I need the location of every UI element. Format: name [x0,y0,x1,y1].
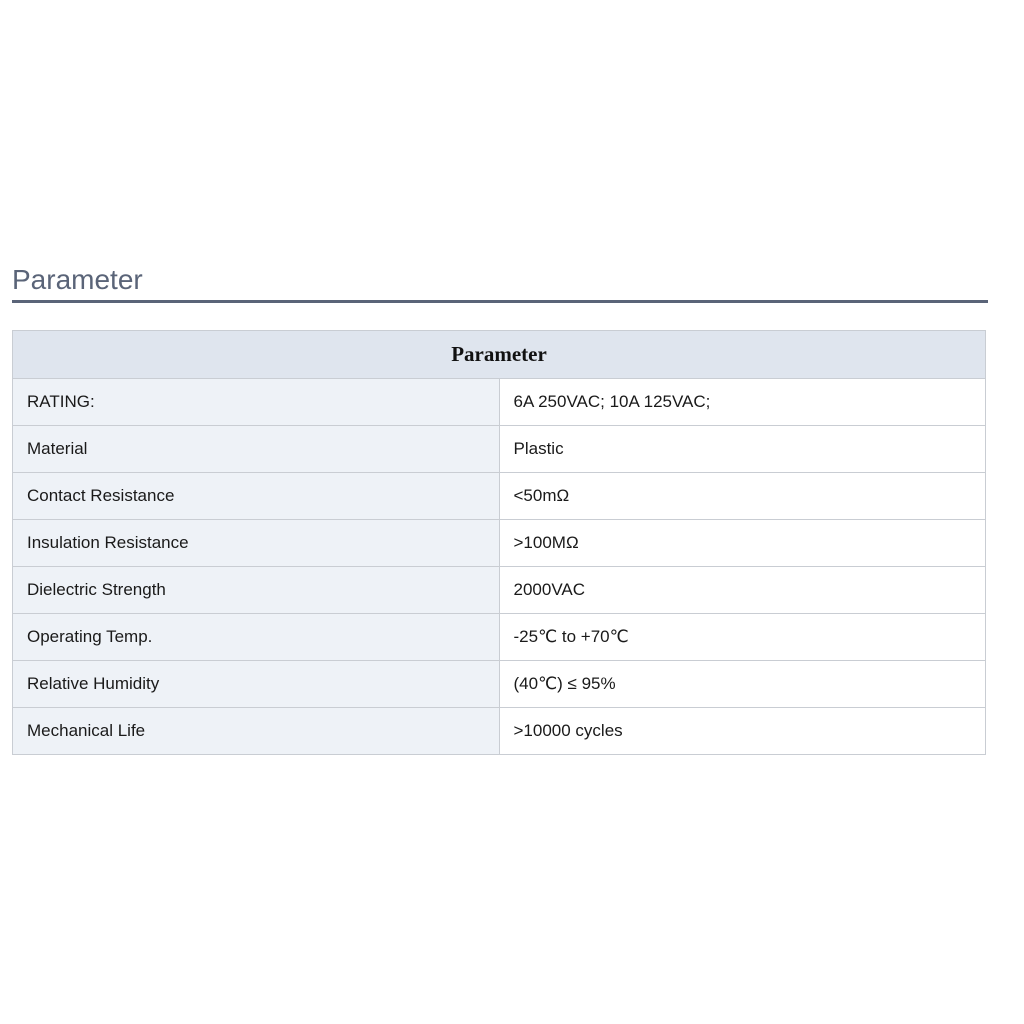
table-row [13,567,986,614]
table-row [13,473,986,520]
row-label: Dielectric Strength [13,567,500,614]
row-label: RATING: [13,379,500,426]
table-header: Parameter [13,331,986,379]
table-row [13,379,986,426]
section-heading: Parameter [12,262,988,303]
row-label: Material [13,426,500,473]
table-row [13,708,986,755]
row-value: -25℃ to +70℃ [499,614,986,661]
row-value: >100MΩ [499,520,986,567]
row-value: 6A 250VAC; 10A 125VAC; [499,379,986,426]
parameter-table [12,330,986,755]
row-value: <50mΩ [499,473,986,520]
parameter-section [12,262,988,740]
row-value: (40℃) ≤ 95% [499,661,986,708]
row-label: Operating Temp. [13,614,500,661]
row-value: >10000 cycles [499,708,986,755]
row-label: Mechanical Life [13,708,500,755]
row-label: Insulation Resistance [13,520,500,567]
table-row [13,520,986,567]
table-row [13,661,986,708]
row-label: Relative Humidity [13,661,500,708]
row-value: 2000VAC [499,567,986,614]
table-row [13,426,986,473]
row-value: Plastic [499,426,986,473]
row-label: Contact Resistance [13,473,500,520]
table-row [13,614,986,661]
table-header-row [13,331,986,379]
